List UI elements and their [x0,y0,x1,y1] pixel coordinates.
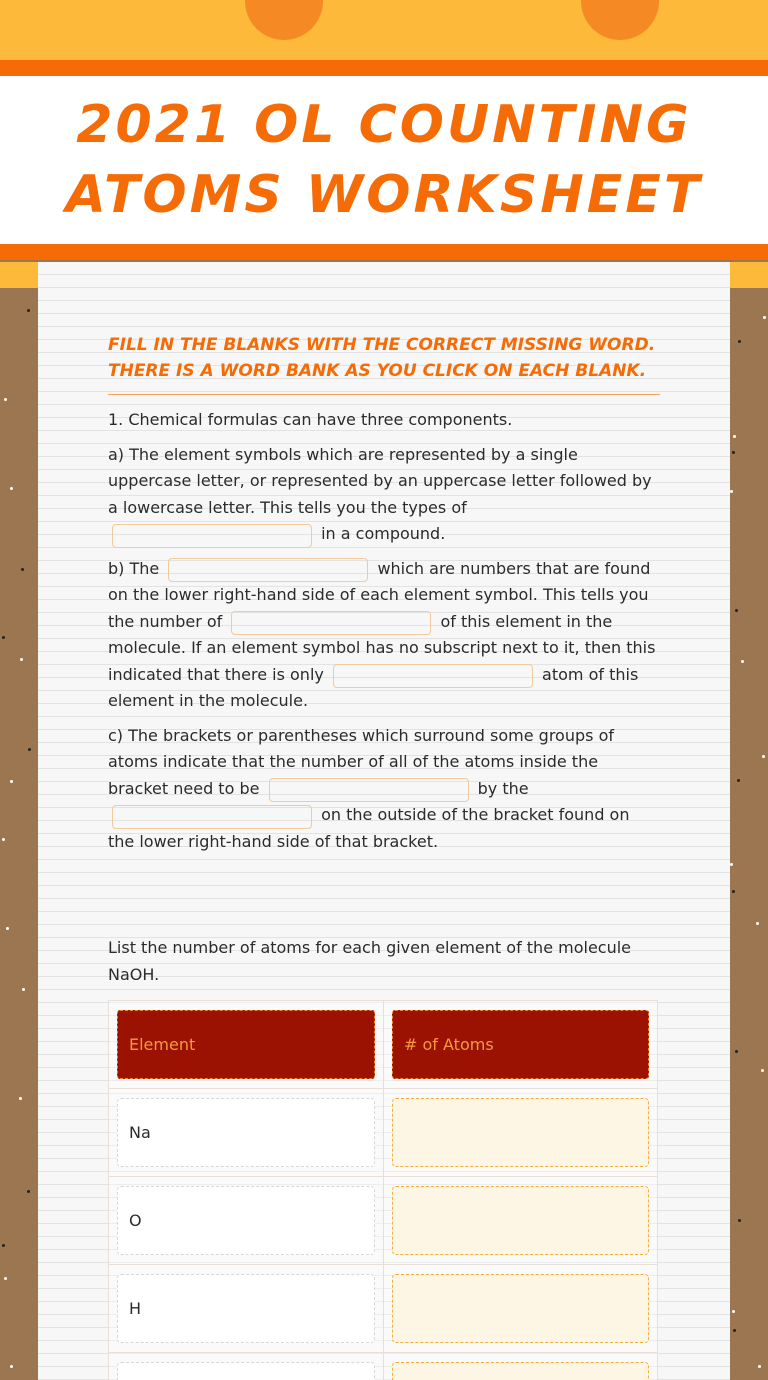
instructions-heading: FILL IN THE BLANKS WITH THE CORRECT MISSING WORD. THERE IS A WORD BANK AS YOU CLICK ON EACH BLANK. [108,332,660,395]
blank-c1[interactable] [269,778,469,802]
section-spacer [108,855,660,927]
blank-c2[interactable] [112,805,312,829]
blank-a1[interactable] [112,524,312,548]
blank-b2[interactable] [231,611,431,635]
part-b-text-4: atom of this element in the molecule. [108,664,639,710]
table-header-row [109,1001,657,1088]
table-row [109,1176,657,1264]
page-title: 2021 OL COUNTING ATOMS WORKSHEET [65,95,703,225]
orange-divider-top [0,60,768,76]
question-part-a [108,442,660,548]
question-1-intro: 1. Chemical formulas can have three components. [108,410,513,429]
answer-input-h[interactable] [392,1274,649,1343]
question-part-b [108,556,660,715]
element-cell-o: O [117,1186,375,1255]
table-row [109,1264,657,1352]
blank-b3[interactable] [333,664,533,688]
atom-count-table [108,1000,658,1380]
top-banner [0,0,768,60]
decorative-circle-left [245,0,323,40]
title-box [0,76,768,244]
question-part-c [108,723,660,856]
part-c-text-3: on the outside of the bracket found on the lower right-hand side of that bracket. [108,805,630,851]
part-b-text-1: b) The [108,558,160,578]
answer-input-o[interactable] [392,1186,649,1255]
element-cell-empty [117,1362,375,1380]
part-c-text-2: by the [477,778,529,798]
table-row [109,1088,657,1176]
element-cell-h: H [117,1274,375,1343]
decorative-circle-right [581,0,659,40]
part-b-text-2: which are numbers that are found on the lower right-hand side of each element symbol. This tells you the number of [108,558,651,631]
answer-input-na[interactable] [392,1098,649,1167]
table-row [109,1352,657,1380]
header-element: Element [117,1010,375,1079]
blank-b1[interactable] [168,558,368,582]
answer-input-empty[interactable] [392,1362,649,1380]
part-c-text-1: c) The brackets or parentheses which surround some groups of atoms indicate that the number of all of the atoms inside the bracket need to be [108,725,614,798]
header-atom-count: # of Atoms [392,1010,649,1079]
part-b-text-3: of this element in the molecule. If an element symbol has no subscript next to it, then this indicated that there is only [108,611,656,684]
element-cell-na: Na [117,1098,375,1167]
worksheet-paper [38,262,730,1380]
part-a-text-1: a) The element symbols which are represented by a single uppercase letter, or represented by an uppercase letter followed by a lowercase letter. This tells you the types of [108,444,652,517]
orange-divider-bottom [0,244,768,260]
question-2-prompt: List the number of atoms for each given element of the molecule NaOH. [108,938,632,984]
worksheet-content [108,332,660,1380]
part-a-text-2: in a compound. [321,524,446,543]
